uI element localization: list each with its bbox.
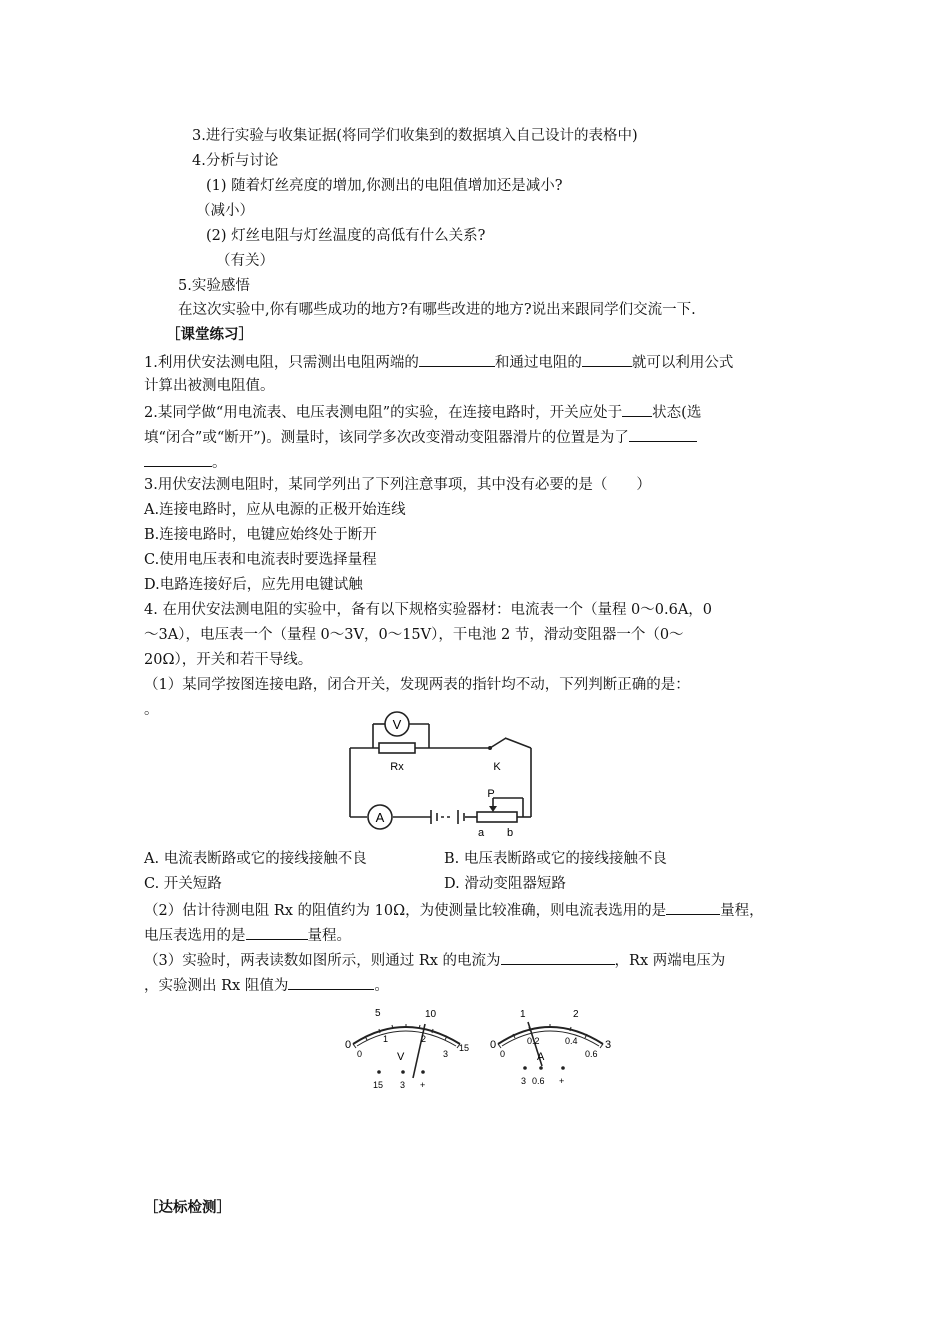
voltmeter-tick-5: 5 [375, 1008, 381, 1019]
step-5-text: 在这次实验中,你有哪些成功的地方?有哪些改进的地方?说出来跟同学们交流一下. [178, 302, 696, 318]
practice-4-sub-1: （1）某同学按图连接电路，闭合开关，发现两表的指针均不动，下列判断正确的是： [144, 677, 690, 693]
answer-blank[interactable] [419, 351, 495, 367]
ammeter-tick-2: 2 [573, 1009, 579, 1020]
ammeter-terminal-0-6: 0.6 [532, 1076, 545, 1086]
practice-3-option-a: A.连接电路时，应从电源的正极开始连线 [144, 502, 406, 518]
ammeter-terminal-3: 3 [521, 1076, 527, 1086]
practice-1-text-a: 1.利用伏安法测电阻，只需测出电阻两端的 [144, 355, 419, 371]
practice-1-text-c: 就可以利用公式 [631, 355, 734, 371]
voltmeter-scale-0: 0 [357, 1049, 363, 1059]
practice-3-option-c: C.使用电压表和电流表时要选择量程 [144, 552, 377, 568]
practice-3-option-d: D.电路连接好后，应先用电键试触 [144, 577, 363, 593]
option-c: C. 开关短路 [144, 876, 222, 892]
circuit-diagram [345, 710, 540, 840]
ammeter-terminal [561, 1066, 565, 1070]
answer-blank[interactable] [582, 351, 632, 367]
practice-4-line-1: 4. 在用伏安法测电阻的实验中，备有以下规格实验器材：电流表一个（量程 0～0.6A，0 [144, 602, 713, 618]
voltmeter-label: V [392, 717, 402, 732]
ammeter-scale-0-2: 0.2 [527, 1036, 540, 1046]
practice-2-line-3 [144, 451, 227, 473]
ammeter-terminal-plus: + [559, 1076, 565, 1086]
step-3: 3.进行实验与收集证据(将同学们收集到的数据填入自己设计的表格中) [192, 128, 638, 144]
practice-2-text-b: 状态(选 [652, 405, 702, 421]
ammeter-tick-1: 1 [520, 1009, 526, 1020]
resistor-label: Rx [390, 761, 404, 773]
answer-blank[interactable] [501, 949, 615, 965]
ammeter-scale-0: 0 [500, 1049, 506, 1059]
practice-2-text-a: 2.某同学做“用电流表、电压表测电阻”的实验，在连接电路时，开关应处于 [144, 405, 623, 421]
voltmeter-scale-1: 1 [383, 1034, 389, 1044]
resistor-rx [379, 743, 415, 753]
practice-4-sub-2-line-2 [144, 924, 351, 946]
option-a: A. 电流表断路或它的接线接触不良 [144, 851, 367, 867]
practice-2-line-1 [144, 401, 701, 423]
step-4: 4.分析与讨论 [192, 153, 279, 169]
practice-1-text-b: 和通过电阻的 [494, 355, 582, 371]
practice-4-sub-2-text-a: （2）估计待测电阻 Rx 的阻值约为 10Ω，为使测量比较准确，则电流表选用的是 [144, 903, 667, 919]
ammeter-scale-0-6: 0.6 [585, 1049, 598, 1059]
practice-4-sub-1-end: 。 [144, 702, 159, 718]
terminal-a-label: a [477, 827, 485, 839]
answer-blank[interactable] [144, 451, 212, 467]
voltmeter-tick-15: 15 [459, 1043, 470, 1053]
meter-readings-figure [335, 998, 625, 1093]
answer-1: （减小） [196, 203, 254, 219]
practice-4-sub-3-text-b: ，Rx 两端电压为 [614, 953, 726, 969]
switch-label: K [493, 761, 501, 773]
rheostat-slider [489, 806, 497, 812]
voltmeter-terminal [421, 1070, 425, 1074]
practice-3: 3.用伏安法测电阻时，某同学列出了下列注意事项，其中没有必要的是（ ） [144, 477, 651, 493]
voltmeter-terminal-3: 3 [400, 1080, 406, 1090]
voltmeter-unit: V [397, 1051, 405, 1063]
practice-4-sub-3-line-2 [144, 974, 389, 996]
practice-4-sub-3-text-d: 。 [374, 978, 389, 994]
ammeter-terminal [523, 1066, 527, 1070]
ammeter-scale-0-4: 0.4 [565, 1036, 578, 1046]
practice-4-sub-3-line-1 [144, 949, 725, 971]
practice-1-line-2: 计算出被测电阻值。 [144, 378, 275, 394]
ammeter-dial [490, 1009, 611, 1086]
practice-4-sub-2-text-c: 电压表选用的是 [144, 928, 246, 944]
practice-1-line-1 [144, 351, 733, 373]
voltmeter-terminal-plus: + [420, 1080, 426, 1090]
practice-heading: ［课堂练习］ [166, 326, 253, 343]
practice-4-sub-3-text-a: （3）实验时，两表读数如图所示，则通过 Rx 的电流为 [144, 953, 501, 969]
terminal-b-label: b [506, 827, 514, 839]
question-2: (2) 灯丝电阻与灯丝温度的高低有什么关系? [206, 228, 486, 244]
question-1: (1) 随着灯丝亮度的增加,你测出的电阻值增加还是减小? [206, 178, 563, 194]
voltmeter-dial [345, 1008, 469, 1090]
practice-4-sub-2-line-1 [144, 899, 764, 921]
practice-4-sub-2-text-b: 量程， [720, 903, 764, 919]
ammeter-tick-3: 3 [605, 1039, 612, 1051]
voltmeter-scale-3: 3 [443, 1049, 449, 1059]
answer-blank[interactable] [622, 401, 652, 417]
voltmeter-terminal [377, 1070, 381, 1074]
practice-3-option-b: B.连接电路时，电键应始终处于断开 [144, 527, 377, 543]
practice-4-sub-2-text-d: 量程。 [307, 928, 351, 944]
voltmeter-tick-0: 0 [345, 1039, 352, 1051]
answer-blank[interactable] [629, 426, 697, 442]
ammeter-tick-0: 0 [490, 1039, 497, 1051]
ammeter-terminal [539, 1066, 543, 1070]
option-b: B. 电压表断路或它的接线接触不良 [444, 851, 667, 867]
practice-4-line-2: ～3A），电压表一个（量程 0～3V，0～15V），干电池 2 节，滑动变阻器一个（0～ [144, 627, 684, 643]
voltmeter-terminal [401, 1070, 405, 1074]
ammeter-label: A [375, 810, 385, 825]
voltmeter-terminal-15: 15 [373, 1080, 384, 1090]
answer-blank[interactable] [666, 899, 720, 915]
slider-label: P [487, 788, 495, 800]
switch-pivot [488, 746, 492, 750]
answer-2: （有关） [216, 253, 274, 269]
step-5: 5.实验感悟 [178, 278, 250, 294]
practice-4-sub-3-text-c: ，实验测出 Rx 阻值为 [144, 978, 289, 994]
final-heading: ［达标检测］ [144, 1199, 231, 1216]
answer-blank[interactable] [288, 974, 374, 990]
practice-2-line-2 [144, 426, 697, 448]
option-d: D. 滑动变阻器短路 [444, 876, 566, 892]
voltmeter-tick-10: 10 [425, 1009, 437, 1020]
rheostat [477, 812, 517, 822]
practice-2-text-c: 填“闭合”或“断开”)。测量时，该同学多次改变滑动变阻器滑片的位置是为了 [144, 430, 629, 446]
voltmeter-scale-2: 2 [421, 1034, 427, 1044]
practice-2-text-d: 。 [212, 455, 227, 471]
practice-4-line-3: 20Ω），开关和若干导线。 [144, 652, 313, 668]
answer-blank[interactable] [246, 924, 308, 940]
ammeter-unit: A [537, 1051, 545, 1063]
